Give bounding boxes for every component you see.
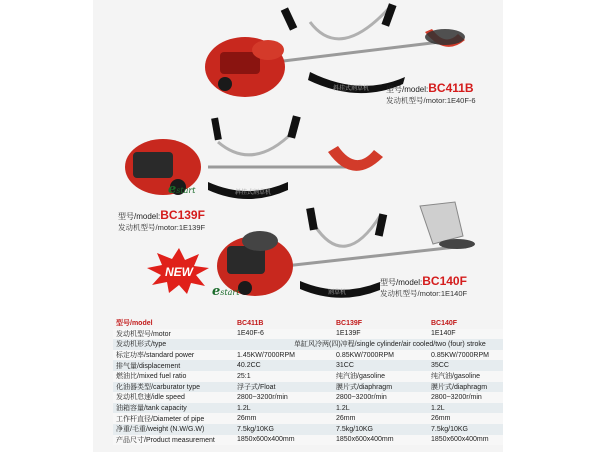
- spec-cell: 膜片式/diaphragm: [333, 382, 428, 393]
- spec-header-row: [113, 318, 503, 329]
- spec-cell: 纯汽油/gasoline: [333, 371, 428, 382]
- product-label-bc411b: [386, 81, 474, 95]
- motor-label-bc140f: 发动机型号/motor:1E140F: [380, 289, 468, 298]
- spec-header-col: BC411B: [234, 318, 333, 329]
- new-badge: [147, 248, 211, 294]
- model-prefix: 型号/model:: [380, 278, 423, 287]
- spec-row-label: 发动机怠速/idle speed: [113, 392, 234, 403]
- spec-cell: 2800~3200r/min: [428, 392, 503, 403]
- estart-logo: [212, 284, 239, 299]
- spec-row-label: 发动机形式/type: [113, 339, 234, 350]
- spec-row-label: 燃油比/mixed fuel ratio: [113, 371, 234, 382]
- spec-cell: 31CC: [333, 360, 428, 371]
- spec-cell: 1E139F: [333, 329, 428, 340]
- spec-cell-merged: 单缸风冷两(四)冲程/single cylinder/air cooled/two (four) stroke: [234, 339, 503, 350]
- spec-row-label: 工作杆直径/Diameter of pipe: [113, 413, 234, 424]
- spec-cell: 7.5kg/10KG: [333, 424, 428, 435]
- spec-row: [113, 392, 503, 403]
- spec-row-label: 油箱容量/tank capacity: [113, 403, 234, 414]
- spec-cell: 26mm: [428, 413, 503, 424]
- model-prefix: 型号/model:: [118, 212, 161, 221]
- spec-header-col: BC139F: [333, 318, 428, 329]
- motor-label-bc139f: 发动机型号/motor:1E139F: [118, 223, 206, 232]
- spec-row: [113, 350, 503, 361]
- model-prefix: 型号/model:: [386, 85, 429, 94]
- model-code: BC140F: [422, 274, 467, 288]
- estart-text: start: [220, 288, 240, 297]
- spec-cell: 膜片式/diaphragm: [428, 382, 503, 393]
- spec-cell: 25:1: [234, 371, 333, 382]
- spec-cell: 26mm: [333, 413, 428, 424]
- motor-label-bc411b: 发动机型号/motor:1E40F-6: [386, 96, 476, 105]
- estart-text: start: [176, 186, 196, 195]
- spec-row-label: 化油器类型/carburator type: [113, 382, 234, 393]
- spec-cell: 26mm: [234, 413, 333, 424]
- spec-row: [113, 403, 503, 414]
- spec-cell: 1850x600x400mm: [428, 435, 503, 446]
- spec-cell: 35CC: [428, 360, 503, 371]
- spec-row: [113, 339, 503, 350]
- spec-row: [113, 329, 503, 340]
- product-label-bc140f: [380, 274, 467, 288]
- spec-row: [113, 371, 503, 382]
- spec-row: [113, 424, 503, 435]
- spec-cell: 1E140F: [428, 329, 503, 340]
- spec-cell: 浮子式/Float: [234, 382, 333, 393]
- strap-text: 斜挂式割草机: [235, 189, 272, 196]
- new-badge-text: NEW: [165, 265, 193, 279]
- model-code: BC139F: [160, 208, 205, 222]
- spec-cell: 0.85KW/7000RPM: [333, 350, 428, 361]
- spec-cell: 1850x600x400mm: [333, 435, 428, 446]
- spec-row-label: 发动机型号/motor: [113, 329, 234, 340]
- estart-logo: [168, 182, 195, 197]
- strap-text: 斜挂式割草机: [333, 85, 370, 92]
- spec-row: [113, 413, 503, 424]
- spec-table: [113, 318, 503, 445]
- spec-row-label: 产品尺寸/Product measurement: [113, 435, 234, 446]
- spec-cell: 1.2L: [234, 403, 333, 414]
- model-code: BC411B: [428, 81, 474, 95]
- spec-row: [113, 435, 503, 446]
- spec-header-col: BC140F: [428, 318, 503, 329]
- spec-row-label: 排气量/displacement: [113, 360, 234, 371]
- estart-e: e: [212, 284, 221, 299]
- spec-row-label: 净重/毛重/weight (N.W/G.W): [113, 424, 234, 435]
- spec-cell: 40.2CC: [234, 360, 333, 371]
- spec-cell: 7.5kg/10KG: [428, 424, 503, 435]
- spec-row: [113, 360, 503, 371]
- spec-cell: 0.85KW/7000RPM: [428, 350, 503, 361]
- estart-e: e: [168, 182, 177, 197]
- strap-text: 割草机: [328, 289, 347, 296]
- spec-cell: 1.45KW/7000RPM: [234, 350, 333, 361]
- spec-cell: 纯汽油/gasoline: [428, 371, 503, 382]
- spec-cell: 1.2L: [333, 403, 428, 414]
- spec-row-label: 标定功率/standard power: [113, 350, 234, 361]
- spec-cell: 1E40F-6: [234, 329, 333, 340]
- spec-cell: 7.5kg/10KG: [234, 424, 333, 435]
- spec-cell: 1.2L: [428, 403, 503, 414]
- spec-cell: 1850x600x400mm: [234, 435, 333, 446]
- product-label-bc139f: [118, 208, 205, 222]
- spec-cell: 2800~3200r/min: [234, 392, 333, 403]
- spec-cell: 2800~3200r/min: [333, 392, 428, 403]
- spec-header-label: 型号/model: [113, 318, 234, 329]
- spec-row: [113, 382, 503, 393]
